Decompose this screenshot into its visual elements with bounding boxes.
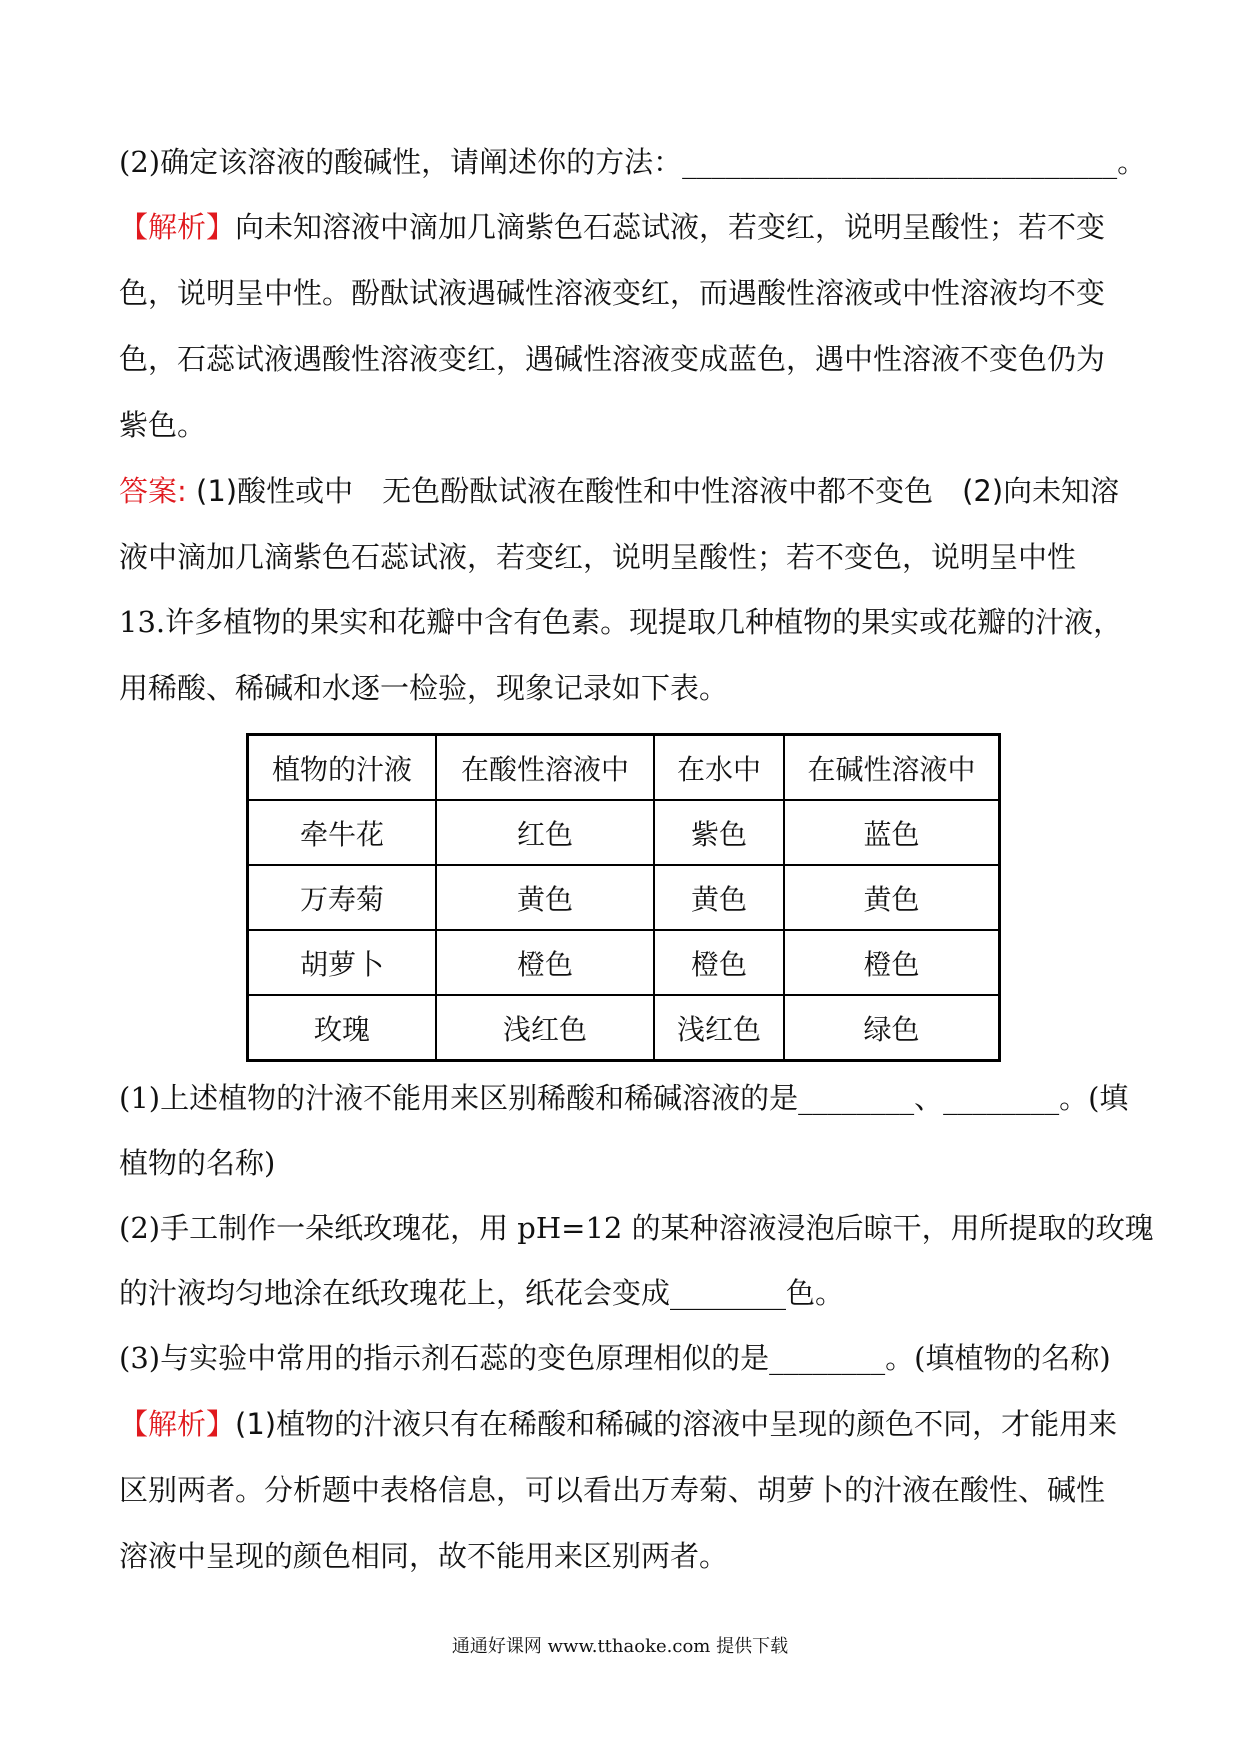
table-header-row	[248, 735, 1000, 801]
table-cell: 黄色	[654, 865, 784, 930]
analysis-text: (1)植物的汁液只有在稀酸和稀碱的溶液中呈现的颜色不同，才能用来	[235, 1407, 1118, 1441]
analysis-1-line-2: 色，说明呈中性。酚酞试液遇碱性溶液变红，而遇酸性溶液或中性溶液均不变	[119, 276, 1106, 310]
answer-line-2: 液中滴加几滴紫色石蕊试液，若变红，说明呈酸性；若不变色，说明呈中性	[119, 540, 1077, 574]
q13-line-1: 13.许多植物的果实和花瓣中含有色素。现提取几种植物的果实或花瓣的汁液，	[119, 605, 1123, 639]
table-cell: 胡萝卜	[248, 930, 437, 995]
table-cell: 红色	[436, 800, 654, 865]
table-row	[248, 995, 1000, 1061]
table-cell: 玫瑰	[248, 995, 437, 1061]
analysis-1-line-3: 色，石蕊试液遇酸性溶液变红，遇碱性溶液变成蓝色，遇中性溶液不变色仍为	[119, 342, 1106, 376]
q12-part2: (2)确定该溶液的酸碱性，请阐述你的方法：______________________________。	[119, 145, 1147, 179]
table-cell: 黄色	[784, 865, 1000, 930]
table-row	[248, 800, 1000, 865]
table-cell: 紫色	[654, 800, 784, 865]
q13-part2-line-2: 的汁液均匀地涂在纸玫瑰花上，纸花会变成________色。	[119, 1276, 845, 1310]
analysis-1-line-1	[119, 207, 1129, 247]
answer-line-1	[119, 471, 1129, 511]
table-cell: 橙色	[784, 930, 1000, 995]
table-cell: 橙色	[436, 930, 654, 995]
q13-part3: (3)与实验中常用的指示剂石蕊的变色原理相似的是________。(填植物的名称)	[119, 1341, 1111, 1375]
table-cell: 黄色	[436, 865, 654, 930]
table-header-cell: 植物的汁液	[248, 735, 437, 801]
analysis-text: 向未知溶液中滴加几滴紫色石蕊试液，若变红，说明呈酸性；若不变	[235, 210, 1106, 244]
table-cell: 蓝色	[784, 800, 1000, 865]
table-cell: 万寿菊	[248, 865, 437, 930]
table-cell: 浅红色	[436, 995, 654, 1061]
analysis-2-line-3: 溶液中呈现的颜色相同，故不能用来区别两者。	[119, 1539, 729, 1573]
table-cell: 浅红色	[654, 995, 784, 1061]
answer-text: (1)酸性或中 无色酚酞试液在酸性和中性溶液中都不变色 (2)向未知溶	[186, 474, 1120, 508]
indicator-table	[246, 733, 1001, 1062]
page-footer: 通通好课网 www.tthaoke.com 提供下载	[451, 1636, 789, 1657]
table-cell: 绿色	[784, 995, 1000, 1061]
q13-line-2: 用稀酸、稀碱和水逐一检验，现象记录如下表。	[119, 671, 729, 705]
table-row	[248, 865, 1000, 930]
table-cell: 橙色	[654, 930, 784, 995]
analysis-2-line-1	[119, 1404, 1129, 1444]
q13-part1-line-2: 植物的名称)	[119, 1146, 276, 1180]
analysis-label: 【解析】	[119, 210, 236, 244]
q13-part1-line-1: (1)上述植物的汁液不能用来区别稀酸和稀碱溶液的是________、________。(填	[119, 1081, 1129, 1115]
q13-part2-line-1: (2)手工制作一朵纸玫瑰花，用 pH=12 的某种溶液浸泡后晾干，用所提取的玫瑰	[119, 1211, 1154, 1245]
table-row	[248, 930, 1000, 995]
table-header-cell: 在水中	[654, 735, 784, 801]
analysis-2-line-2: 区别两者。分析题中表格信息，可以看出万寿菊、胡萝卜的汁液在酸性、碱性	[119, 1473, 1106, 1507]
table-cell: 牵牛花	[248, 800, 437, 865]
table-header-cell: 在酸性溶液中	[436, 735, 654, 801]
table-header-cell: 在碱性溶液中	[784, 735, 1000, 801]
analysis-label: 【解析】	[119, 1407, 236, 1441]
analysis-1-line-4: 紫色。	[119, 408, 207, 442]
answer-label: 答案:	[119, 474, 187, 508]
